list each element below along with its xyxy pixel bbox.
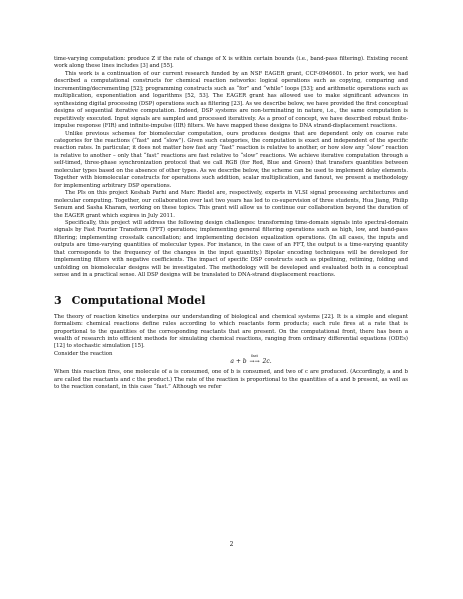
paragraph: Specifically, this project will address the following design challenges: transforming time-domain signals into spectral-domain signals by Fast Fourier Transform (FFT) operations; implementing general filtering operations such as high, low, and band-pass filtering; implementing crosstalk cancellation; and implementing decision equalization operations. (In all cases, the inputs and outputs are time-varying quantities of molecular types. For instance, in the case of an FFT, the output is a time-varying quantity that corresponds to the frequency of the changes in the input quantity.) Bipolar encoding techniques will be developed for implementing filters with negative coefficients. The impact of specific DSP constructs such as pipelining, retiming, folding and unfolding on biomolecular designs will be investigated. The methodology will be developed and evaluated both in a conceptual sense and in a practical sense. All DSP designs will be translated to DNA-strand displacement reactions.: [54, 219, 408, 279]
paragraph: Consider the reaction: [54, 350, 113, 357]
reaction-equation: [94, 354, 408, 366]
section-heading: [54, 294, 408, 307]
rate-label: fast: [251, 354, 258, 359]
paragraph: When this reaction fires, one molecule of a is consumed, one of b is consumed, and two of c are produced. (Accordingly, a and b are called the reactants and c the product.) The rate of the reaction is proportional to the quantities of a and b present, as well as to the reaction constant, in this case “fast.” Although we refer: [54, 369, 408, 391]
paragraph: time-varying computation: produce Z if the rate of change of X is within certain bounds (i.e., band-pass filtering). Existing recent work along these lines includes [3] and [55].: [54, 56, 408, 70]
paragraph-group-model: [54, 314, 408, 359]
reaction-arrow: fast →→: [249, 354, 260, 366]
page-number: 2: [229, 541, 234, 548]
equation-lhs: a + b: [230, 358, 247, 366]
equation-rhs: 2c.: [262, 358, 272, 366]
paper-body: [54, 56, 408, 392]
section-number: 3: [54, 293, 62, 307]
paragraph: This work is a continuation of our current research funded by an NSF EAGER grant, CCF-0946601. In prior work, we had described a computational constructs for chemical reaction networks: logical operations such as copying, comparing and incrementing/decrementing [52]; programming constructs such as “for” and “while” loops [53]; and arithmetic operations such as multiplication, exponentiation and logarithms [52, 53]. The EAGER grant has allowed use to make significant advances in synthesizing digital processing (DSP) operations such as filtering [23]. As we describe below, we have provided the first conceptual designs of sequential iterative computation. Indeed, DSP systems are non-terminating in nature, i.e., the same computation is repetitively executed. Input signals are sampled and processed iteratively. As a proof of concept, we have described robust finite-impulse response (FIR) and infinite-impulse (IIR) filters. We have mapped these designs to DNA strand-displacement reactions.: [54, 70, 408, 130]
paragraph: The PIs on this project Keshab Parhi and Marc Riedel are, respectively, experts in VLSI signal processing architectures and molecular computing. Together, our collaboration over last two years has led to co-supervision of three students, Hua Jiang, Philip Senum and Sasha Kharam, working on these topics. This grant will allow us to continue our collaboration beyond the duration of the EAGER grant which expires in July 2011.: [54, 190, 408, 219]
section-title: Computational Model: [71, 293, 206, 307]
paragraph-group-intro: [54, 56, 408, 280]
paragraph: The theory of reaction kinetics underpins our understanding of biological and chemical systems [22]. It is a simple and elegant formalism: chemical reactions define rules according to which reactants form products; each rule fires at a rate that is proportional to the quantities of the corresponding reactants that are present. On the computational front, there has been a wealth of research into efficient methods for simulating chemical reactions, ranging from ordinary differential equations (ODEs) [12] to stochastic simulation [15].: [54, 313, 408, 350]
paragraph: Unlike previous schemes for biomolecular computation, ours produces designs that are dependent only on coarse rate categories for the reactions (“fast” and “slow”). Given such categories, the computation is exact and independent of the specific reaction rates. In particular, it does not matter how fast any “fast” reaction is relative to another, or how slow any “slow” reaction is relative to another – only that “fast” reactions are fast relative to “slow” reactions. We achieve iterative computation through a self-timed, three-phase synchronization protocol that we call RGB (for Red, Blue and Green) that transfers quantities between molecular types based on the absence of other types. As we describe below, the scheme can be used to implement delay elements. Together with biomolecular constructs for operations such addition, scalar multiplication, and fanout, we present a methodology for implementing arbitrary DSP operations.: [54, 130, 408, 189]
